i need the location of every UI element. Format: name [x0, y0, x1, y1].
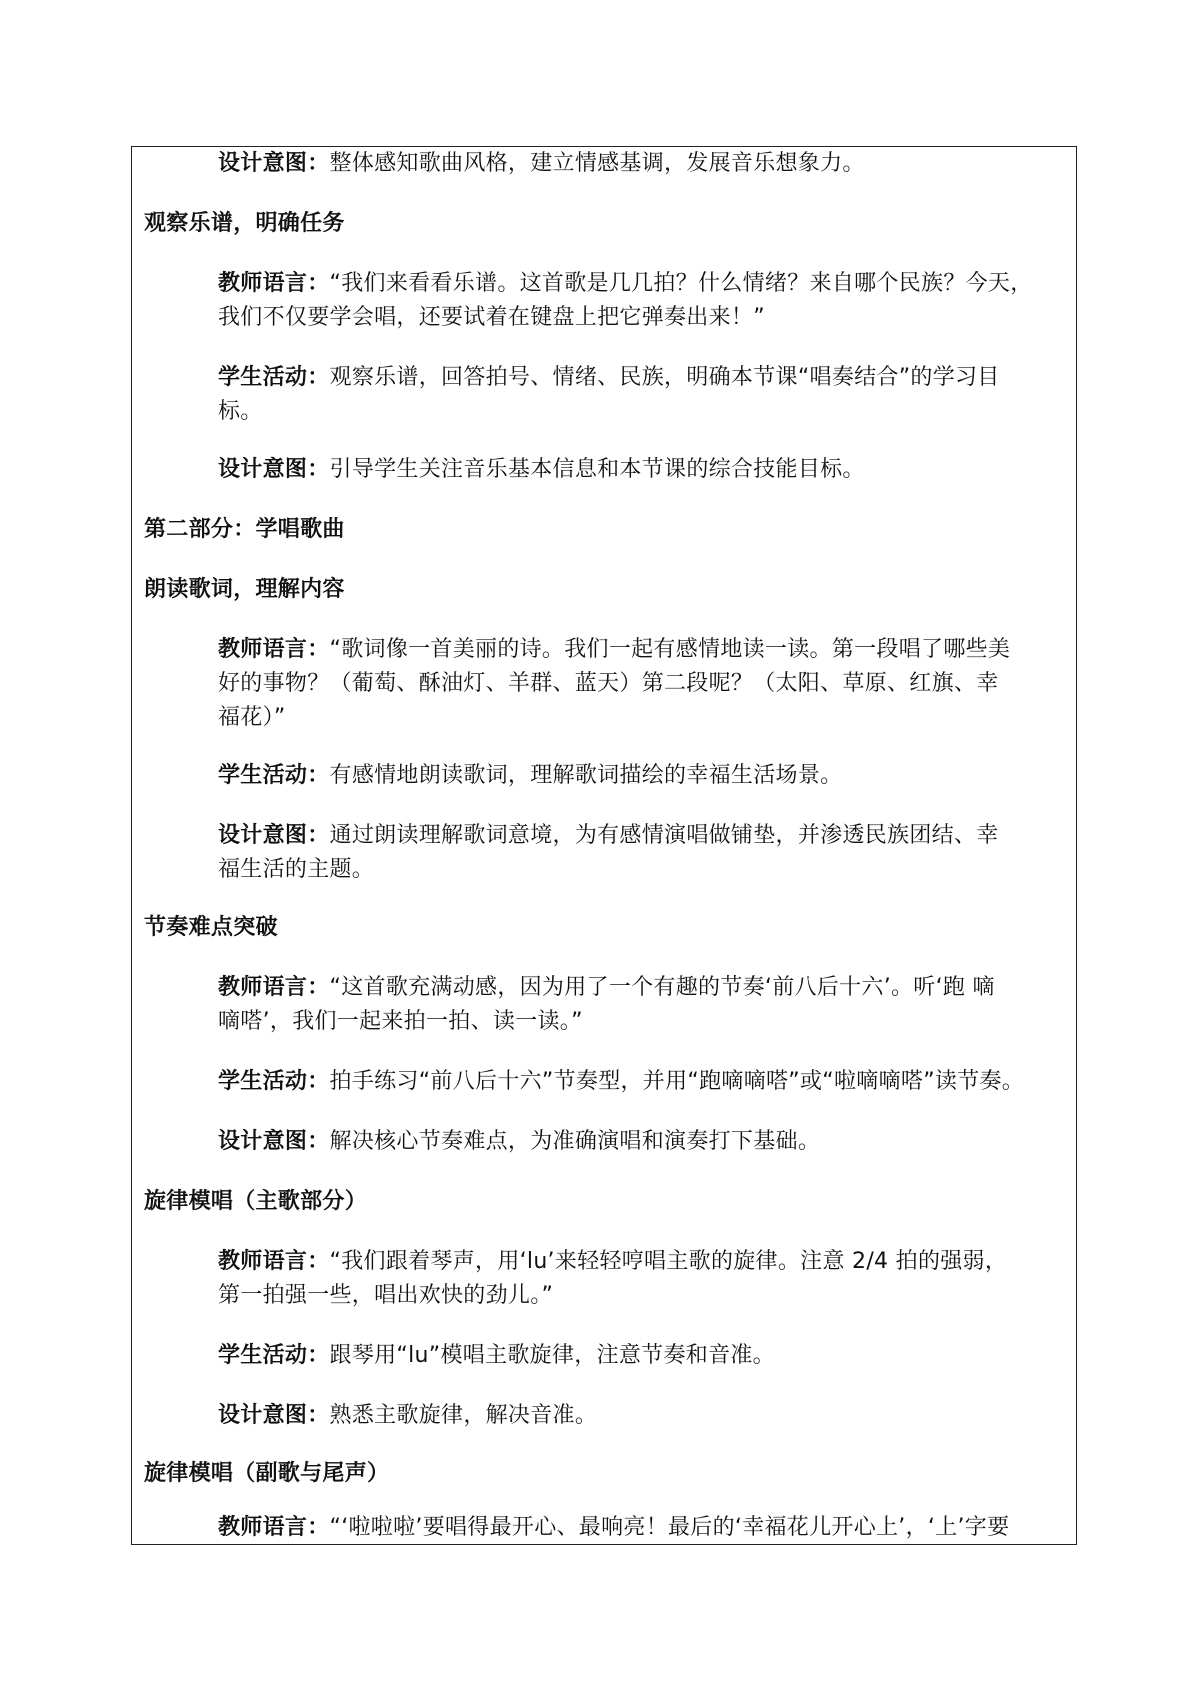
section-heading: 观察乐谱，明确任务 [144, 211, 345, 236]
teacher-language-line: 教师语言：“我们跟着琴声，用‘lu’来轻轻哼唱主歌的旋律。注意 2/4 拍的强弱， [218, 1249, 1008, 1274]
label: 教师语言： [218, 975, 330, 1000]
paragraph-continuation: 福花）” [218, 705, 286, 730]
section-heading: 旋律模唱（主歌部分） [144, 1189, 368, 1214]
paragraph-continuation: 标。 [218, 399, 263, 424]
section-heading: 节奏难点突破 [144, 915, 278, 940]
student-activity-line: 学生活动：拍手练习“前八后十六”节奏型，并用“跑嘀嘀嗒”或“啦嘀嘀嗒”读节奏。 [218, 1069, 1025, 1094]
label: 设计意图： [218, 151, 330, 176]
teacher-language-line: 教师语言：“这首歌充满动感，因为用了一个有趣的节奏‘前八后十六’。听‘跑 嘀 [218, 975, 995, 1000]
label: 学生活动： [218, 1343, 330, 1368]
design-intent-line: 设计意图：解决核心节奏难点，为准确演唱和演奏打下基础。 [218, 1129, 821, 1154]
paragraph-continuation: 第一拍强一些，唱出欢快的劲儿。” [218, 1283, 554, 1308]
label: 教师语言： [218, 1249, 330, 1274]
label: 设计意图： [218, 1403, 330, 1428]
teacher-language-line: 教师语言：“歌词像一首美丽的诗。我们一起有感情地读一读。第一段唱了哪些美 [218, 637, 1011, 662]
paragraph-continuation: 嘀嗒’，我们一起来拍一拍、读一读。” [218, 1009, 583, 1034]
label: 学生活动： [218, 365, 330, 390]
paragraph-continuation: 我们不仅要学会唱，还要试着在键盘上把它弹奏出来！” [218, 305, 765, 330]
section-heading: 朗读歌词，理解内容 [144, 577, 345, 602]
label: 学生活动： [218, 763, 330, 788]
design-intent-line: 设计意图：熟悉主歌旋律，解决音准。 [218, 1403, 598, 1428]
student-activity-line: 学生活动：有感情地朗读歌词，理解歌词描绘的幸福生活场景。 [218, 763, 843, 788]
student-activity-line: 学生活动：跟琴用“lu”模唱主歌旋律，注意节奏和音准。 [218, 1343, 775, 1368]
design-intent-line: 设计意图：通过朗读理解歌词意境，为有感情演唱做铺垫，并渗透民族团结、幸 [218, 823, 999, 848]
label: 学生活动： [218, 1069, 330, 1094]
paragraph-continuation: 福生活的主题。 [218, 857, 375, 882]
label: 设计意图： [218, 1129, 330, 1154]
label: 设计意图： [218, 823, 330, 848]
label: 设计意图： [218, 457, 330, 482]
student-activity-line: 学生活动：观察乐谱，回答拍号、情绪、民族，明确本节课“唱奏结合”的学习目 [218, 365, 1000, 390]
section-heading: 旋律模唱（副歌与尾声） [144, 1461, 390, 1486]
design-intent-line: 设计意图：整体感知歌曲风格，建立情感基调，发展音乐想象力。 [218, 151, 865, 176]
label: 教师语言： [218, 637, 330, 662]
label: 教师语言： [218, 1515, 330, 1540]
teacher-language-line: 教师语言：“‘啦啦啦’要唱得最开心、最响亮！最后的‘幸福花儿开心上’，‘上’字要 [218, 1515, 1010, 1540]
part-heading: 第二部分：学唱歌曲 [144, 517, 345, 542]
label: 教师语言： [218, 271, 330, 296]
teacher-language-line: 教师语言：“我们来看看乐谱。这首歌是几几拍？什么情绪？来自哪个民族？今天， [218, 271, 1033, 296]
design-intent-line: 设计意图：引导学生关注音乐基本信息和本节课的综合技能目标。 [218, 457, 865, 482]
paragraph-continuation: 好的事物？（葡萄、酥油灯、羊群、蓝天）第二段呢？（太阳、草原、红旗、幸 [218, 671, 999, 696]
